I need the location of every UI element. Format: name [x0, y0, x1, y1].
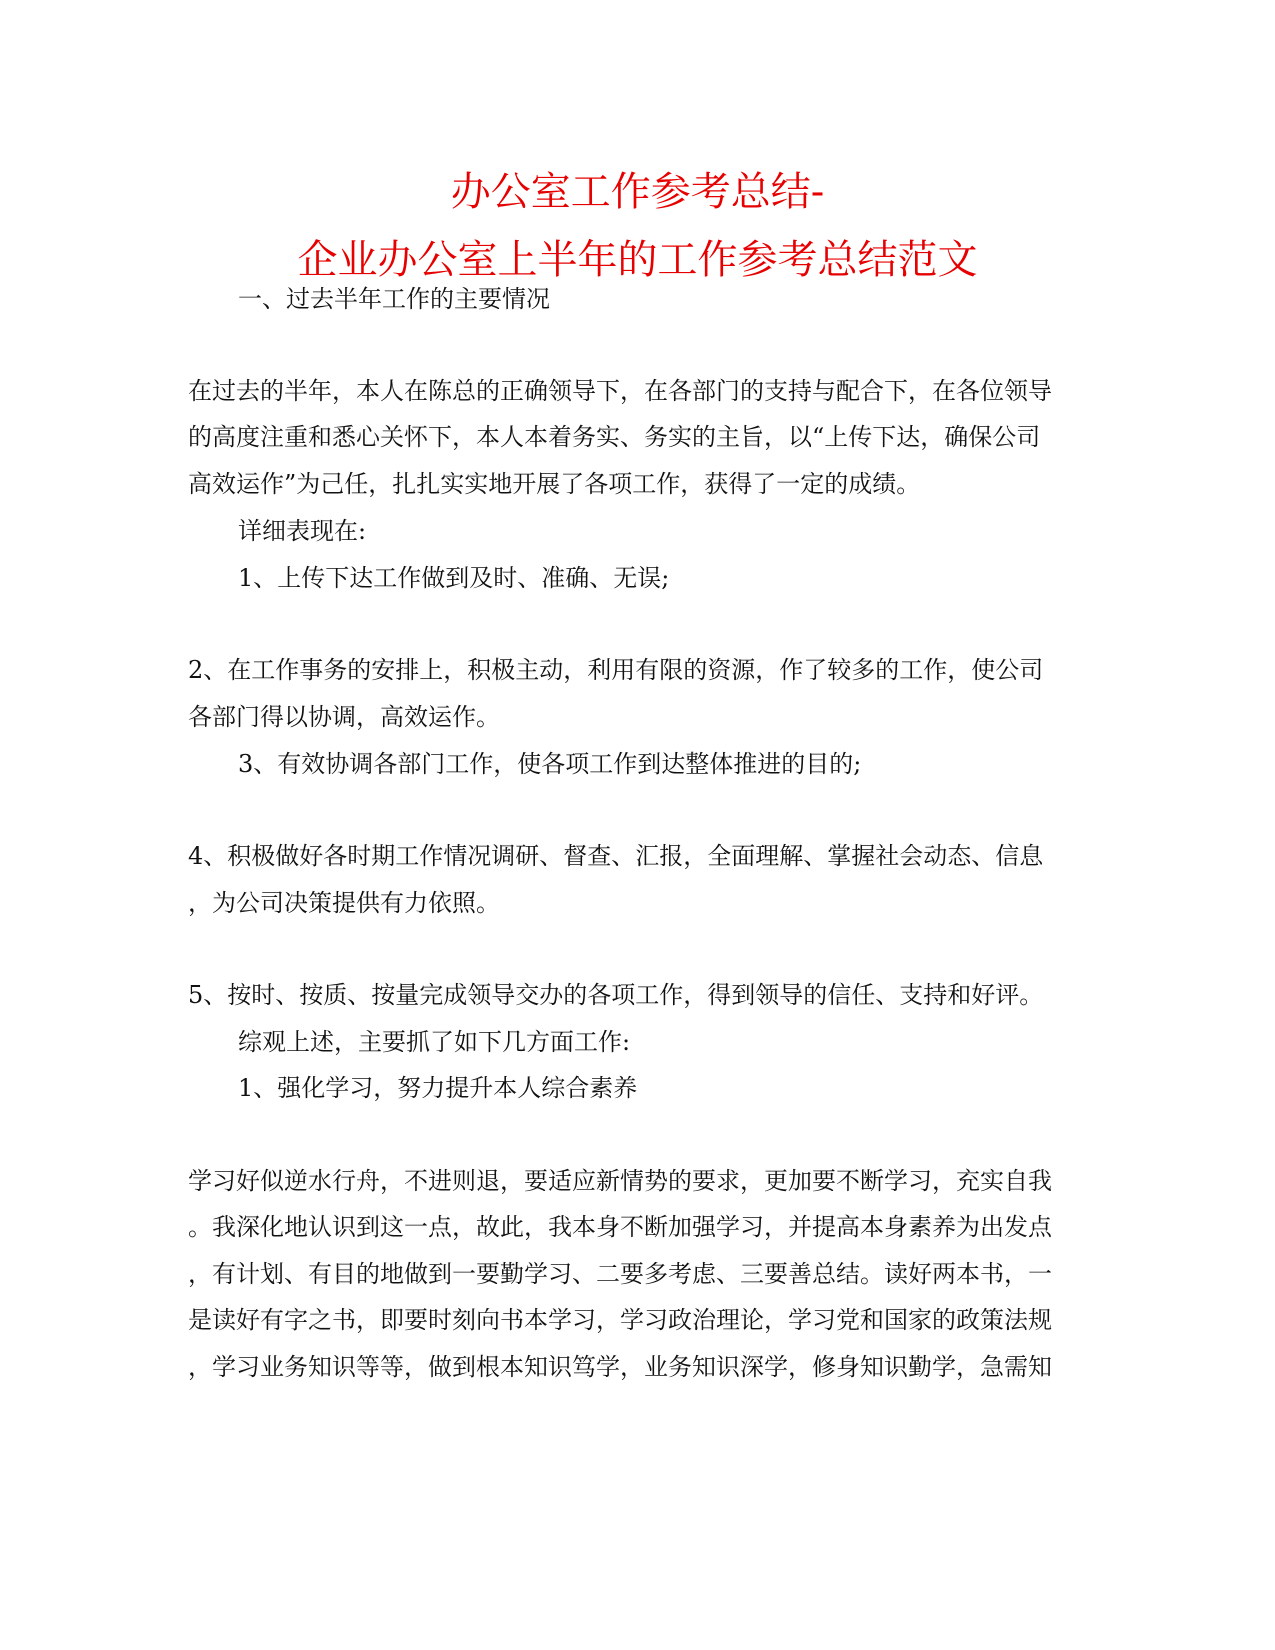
list-item: 1、强化学习，努力提升本人综合素养: [238, 1074, 638, 1102]
paragraph-line: 详细表现在:: [238, 517, 367, 545]
paragraph-line: 高效运作”为己任，扎扎实实地开展了各项工作，获得了一定的成绩。: [188, 470, 921, 498]
section-heading: 一、过去半年工作的主要情况: [238, 285, 550, 313]
paragraph-line: 的高度注重和悉心关怀下，本人本着务实、务实的主旨，以“上传下达，确保公司: [188, 423, 1041, 451]
list-item: 4、积极做好各时期工作情况调研、督查、汇报，全面理解、掌握社会动态、信息: [188, 842, 1044, 870]
paragraph-line: 各部门得以协调，高效运作。: [188, 703, 500, 731]
paragraph-line: 是读好有字之书，即要时刻向书本学习，学习政治理论，学习党和国家的政策法规: [188, 1306, 1052, 1334]
paragraph-line: 学习好似逆水行舟，不进则退，要适应新情势的要求，更加要不断学习，充实自我: [188, 1167, 1052, 1195]
list-item: 2、在工作事务的安排上，积极主动，利用有限的资源，作了较多的工作，使公司: [188, 656, 1044, 684]
document-title-line-1: 办公室工作参考总结-: [450, 169, 825, 215]
paragraph-line: 综观上述，主要抓了如下几方面工作:: [238, 1028, 631, 1056]
list-item: 5、按时、按质、按量完成领导交办的各项工作，得到领导的信任、支持和好评。: [188, 981, 1044, 1009]
paragraph-line: 。我深化地认识到这一点，故此，我本身不断加强学习，并提高本身素养为出发点: [188, 1213, 1052, 1241]
paragraph-line: ，为公司决策提供有力依照。: [188, 889, 500, 917]
paragraph-line: ，学习业务知识等等，做到根本知识笃学，业务知识深学，修身知识勤学，急需知: [188, 1353, 1052, 1381]
list-item: 1、上传下达工作做到及时、准确、无误;: [238, 564, 670, 592]
list-item: 3、有效协调各部门工作，使各项工作到达整体推进的目的;: [238, 750, 862, 778]
document-title-line-2: 企业办公室上半年的工作参考总结范文: [297, 237, 978, 283]
paragraph-line: 在过去的半年，本人在陈总的正确领导下，在各部门的支持与配合下，在各位领导: [188, 377, 1052, 405]
paragraph-line: ，有计划、有目的地做到一要勤学习、二要多考虑、三要善总结。读好两本书，一: [188, 1260, 1052, 1288]
